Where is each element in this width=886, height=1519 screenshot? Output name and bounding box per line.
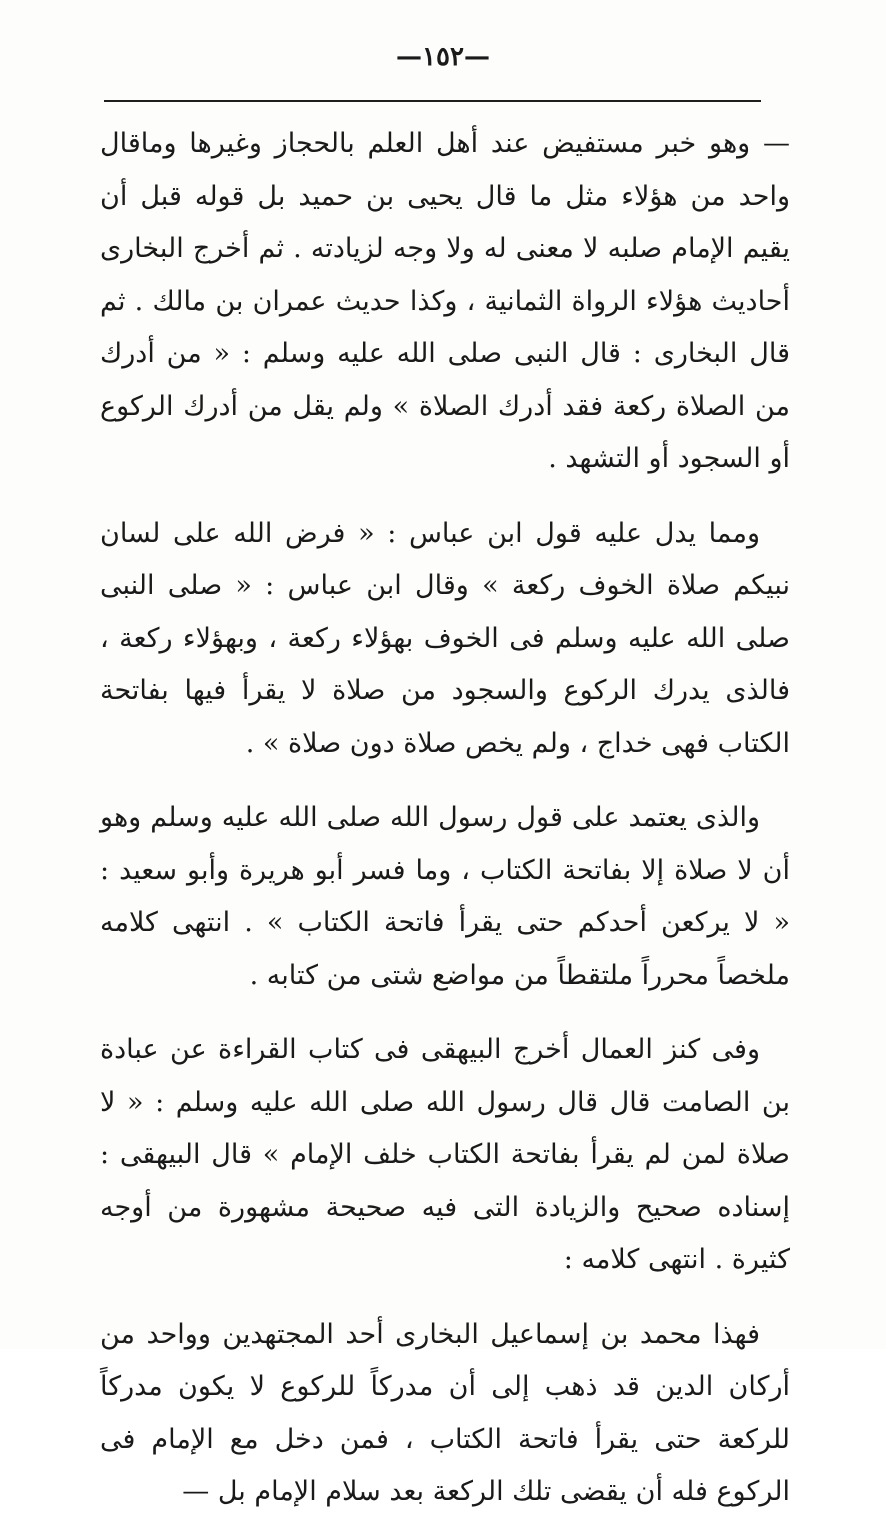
page-body [100, 118, 790, 1519]
paragraph-bukhari-conclusion: فهذا محمد بن إسماعيل البخارى أحد المجتهدين وواحد من أركان الدين قد ذهب إلى أن مدركاً للركوع لا يكون مدركاً للركعة حتى يقرأ فاتحة الكتاب ، فمن دخل مع الإمام فى الركوع فله أن يقضى تلك الركعة بعد سلام الإمام بل — [100, 1318, 790, 1507]
page-number: —١٥٢— [396, 42, 490, 72]
paragraph-ibn-abbas: ومما يدل عليه قول ابن عباس : « فرض الله على لسان نبيكم صلاة الخوف ركعة » وقال ابن عباس : « صلى النبى صلى الله عليه وسلم فى الخوف بهؤلاء ركعة ، وبهؤلاء ركعة ، فالذى يدرك الركوع والسجود من صلاة لا يقرأ فيها بفاتحة الكتاب فهى خداج ، ولم يخص صلاة دون صلاة » . [100, 517, 790, 759]
paragraph-kanz-al-ummal: وفى كنز العمال أخرج البيهقى فى كتاب القراءة عن عبادة بن الصامت قال قال رسول الله صلى الله عليه وسلم : « لا صلاة لمن لم يقرأ بفاتحة الكتاب خلف الإمام » قال البيهقى : إسناده صحيح والزيادة التى فيه صحيحة مشهورة من أوجه كثيرة . انتهى كلامه : [100, 1034, 790, 1275]
paragraph-continuation: — وهو خبر مستفيض عند أهل العلم بالحجاز وغيرها وماقال واحد من هؤلاء مثل ما قال يحيى بن حميد بل قوله قبل أن يقيم الإمام صلبه لا معنى له ولا وجه لزيادته . ثم أخرج البخارى أحاديث هؤلاء الرواة الثمانية ، وكذا حديث عمران بن مالك . ثم قال البخارى : قال النبى صلى الله عليه وسلم : « من أدرك من الصلاة ركعة فقد أدرك الصلاة » ولم يقل من أدرك الركوع أو السجود أو التشهد . [100, 128, 790, 474]
paragraph-fatiha: والذى يعتمد على قول رسول الله صلى الله عليه وسلم وهو أن لا صلاة إلا بفاتحة الكتاب ، وما فسر أبو هريرة وأبو سعيد : « لا يركعن أحدكم حتى يقرأ فاتحة الكتاب » . انتهى كلامه ملخصاً محرراً ملتقطاً من مواضع شتى من كتابه . [100, 802, 790, 991]
header-rule [104, 100, 761, 102]
